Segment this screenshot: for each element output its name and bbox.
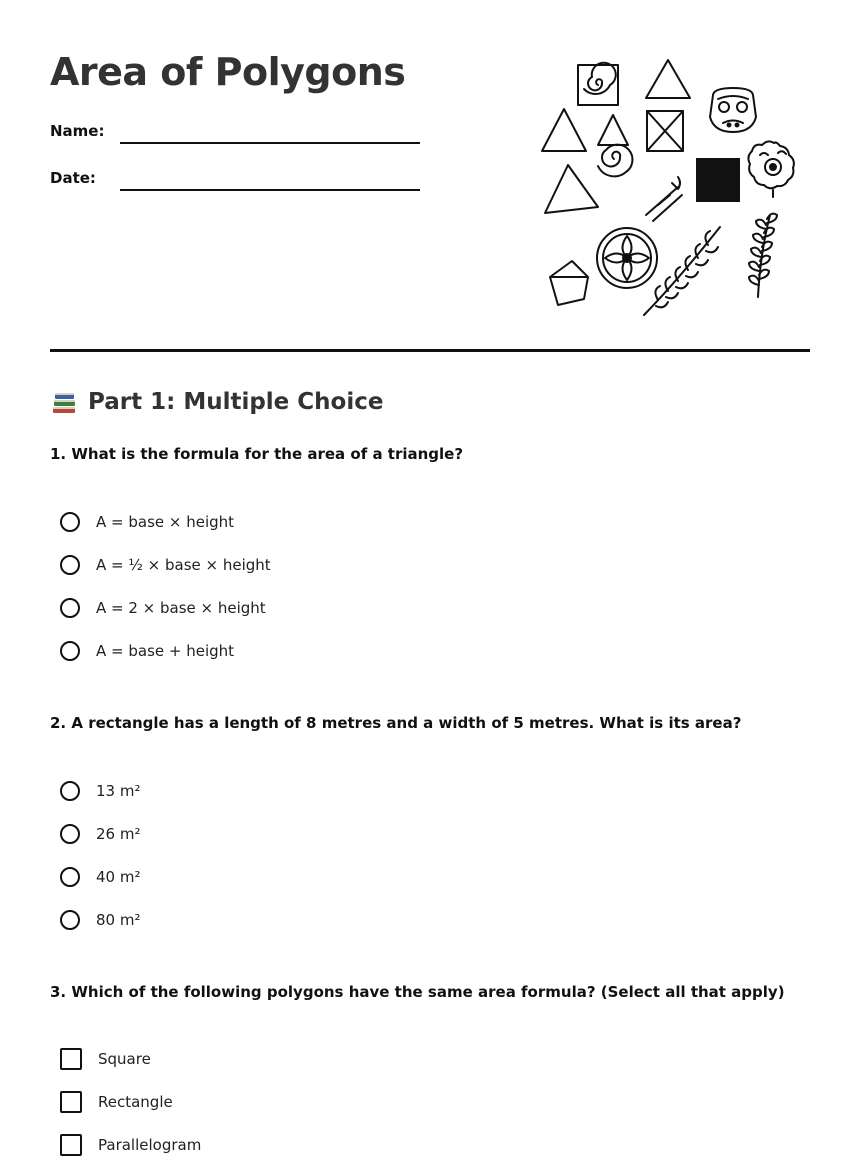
q1-option-1[interactable] <box>60 509 234 535</box>
q1-option-3[interactable] <box>60 595 266 621</box>
triangle-icon <box>646 60 690 98</box>
checkbox[interactable] <box>60 1048 82 1070</box>
triangle-icon <box>598 115 628 145</box>
name-label: Name: <box>50 122 105 140</box>
mask-icon <box>710 88 756 132</box>
q2-option-2[interactable] <box>60 821 140 847</box>
fern-frond-icon <box>749 214 777 297</box>
option-label: Square <box>98 1050 151 1068</box>
q2-option-1[interactable] <box>60 778 140 804</box>
crossed-square-icon <box>647 111 683 151</box>
q2-option-3[interactable] <box>60 864 140 890</box>
option-label: Rectangle <box>98 1093 173 1111</box>
radio-button[interactable] <box>60 867 80 887</box>
q3-option-2[interactable] <box>60 1089 173 1115</box>
radio-button[interactable] <box>60 555 80 575</box>
date-label: Date: <box>50 169 96 187</box>
ornate-flower-icon <box>748 141 794 197</box>
q1-option-4[interactable] <box>60 638 234 664</box>
option-label: A = ½ × base × height <box>96 556 271 574</box>
pentagon-icon <box>550 261 588 305</box>
triangle-icon <box>542 109 586 151</box>
books-icon <box>50 388 78 416</box>
page-title: Area of Polygons <box>50 50 406 94</box>
radio-button[interactable] <box>60 598 80 618</box>
radio-button[interactable] <box>60 910 80 930</box>
option-label: Parallelogram <box>98 1136 202 1154</box>
question-1: 1. What is the formula for the area of a triangle? <box>50 445 464 463</box>
q1-option-2[interactable] <box>60 552 271 578</box>
q3-option-1[interactable] <box>60 1046 151 1072</box>
polygon-pattern-illustration <box>538 55 800 320</box>
option-label: A = 2 × base × height <box>96 599 266 617</box>
stitch-marks-icon <box>646 177 682 221</box>
koru-spiral-icon <box>598 145 632 177</box>
date-input-line[interactable] <box>120 189 420 191</box>
option-label: A = base × height <box>96 513 235 531</box>
radio-button[interactable] <box>60 824 80 844</box>
fern-frond-icon <box>644 227 720 315</box>
ornate-circle-icon <box>597 228 657 288</box>
question-2: 2. A rectangle has a length of 8 metres and a width of 5 metres. What is its area? <box>50 714 742 732</box>
radio-button[interactable] <box>60 641 80 661</box>
section-divider <box>50 349 810 352</box>
solid-square-icon <box>696 158 740 202</box>
option-label: 80 m² <box>96 911 141 929</box>
checkbox[interactable] <box>60 1091 82 1113</box>
radio-button[interactable] <box>60 512 80 532</box>
section-title <box>50 388 383 416</box>
spiral-square-icon <box>578 63 618 105</box>
option-label: A = base + height <box>96 642 235 660</box>
section-title-text: Part 1: Multiple Choice <box>88 389 384 415</box>
q3-option-3[interactable] <box>60 1132 201 1158</box>
option-label: 40 m² <box>96 868 141 886</box>
q2-option-4[interactable] <box>60 907 140 933</box>
radio-button[interactable] <box>60 781 80 801</box>
name-input-line[interactable] <box>120 142 420 144</box>
triangle-icon <box>545 165 598 213</box>
option-label: 13 m² <box>96 782 141 800</box>
question-3: 3. Which of the following polygons have the same area formula? (Select all that apply) <box>50 983 785 1001</box>
checkbox[interactable] <box>60 1134 82 1156</box>
option-label: 26 m² <box>96 825 141 843</box>
